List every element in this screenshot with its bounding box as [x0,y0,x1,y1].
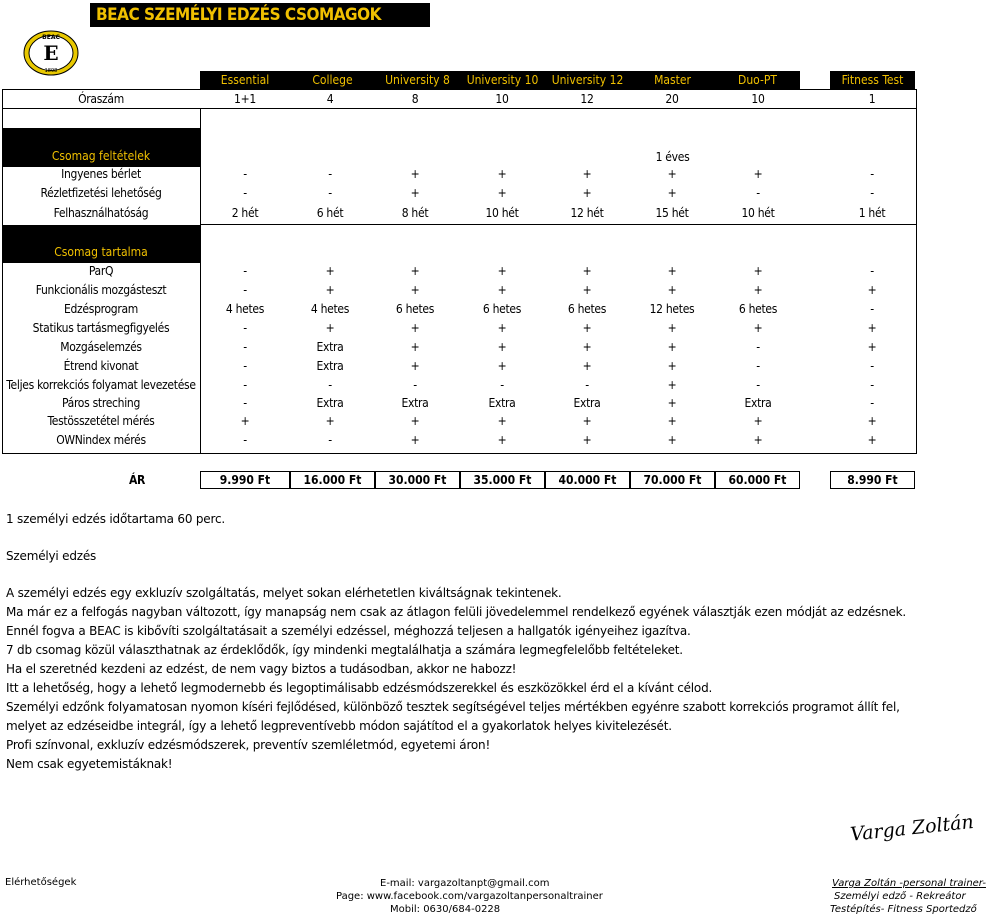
body-text: Profi színvonal, exkluzív edzésmódszerek, preventív szemléletmód, egyetemi áron! [6,738,491,752]
row-label: Páros streching [61,396,141,410]
section-feltetelek [2,128,200,167]
body-text: Nem csak egyetemistáknak! [6,757,173,771]
price-label: ÁR [128,473,146,487]
table-cell: - [870,302,874,316]
table-cell: - [328,433,332,447]
divider [2,108,917,109]
table-cell: - [756,378,760,392]
table-cell: Extra [488,396,516,410]
table-cell: 8 [411,92,419,106]
table-cell: 6 hetes [567,302,607,316]
table-cell: - [243,433,247,447]
table-cell: + [497,321,507,335]
table-cell: + [667,359,677,373]
table-cell: + [582,186,592,200]
row-label: Funkcionális mozgásteszt [35,283,167,297]
footer-role1: Személyi edző - Rekreátor [834,891,966,902]
table-cell: 6 hetes [395,302,435,316]
table-cell: + [410,283,420,297]
row-label: Edzésprogram [63,302,139,316]
table-cell: + [410,321,420,335]
table-cell: - [870,167,874,181]
table-cell: + [582,359,592,373]
table-cell: + [410,264,420,278]
price-cell: 35.000 Ft [460,471,545,489]
table-cell: + [867,433,877,447]
body-text: A személyi edzés egy exkluzív szolgáltatás, melyet sokan elérhetetlen kiváltságnak tekintenek. [6,586,562,600]
table-cell: 10 [751,92,765,106]
table-cell: Extra [316,359,344,373]
table-cell: 12 [580,92,594,106]
package-header: Fitness Test [830,71,915,89]
table-cell: + [497,186,507,200]
table-cell: - [243,283,247,297]
page-title: BEAC SZEMÉLYI EDZÉS CSOMAGOK [90,3,430,27]
table-cell: + [582,167,592,181]
footer-email[interactable]: E-mail: vargazoltanpt@gmail.com [380,878,550,889]
table-cell: - [756,186,760,200]
price-cell: 70.000 Ft [630,471,715,489]
table-cell: + [240,414,250,428]
table-cell: Extra [316,340,344,354]
table-cell: + [582,340,592,354]
table-cell: + [325,283,335,297]
row-label: Óraszám [78,92,124,106]
table-cell: + [667,378,677,392]
table-cell: - [243,359,247,373]
table-cell: - [870,186,874,200]
package-header: Essential [200,71,290,89]
table-cell: + [867,283,877,297]
table-cell: - [870,359,874,373]
table-cell: Extra [573,396,601,410]
table-cell: - [243,186,247,200]
row-label: ParQ [88,264,114,278]
table-cell: + [667,340,677,354]
row-label: Felhasználhatóság [53,206,149,220]
table-cell: + [667,167,677,181]
table-cell: + [497,359,507,373]
table-cell: + [753,167,763,181]
table-cell: - [870,378,874,392]
table-cell: + [867,414,877,428]
table-cell: 4 hetes [310,302,350,316]
price-cell: 30.000 Ft [375,471,460,489]
table-cell: + [582,433,592,447]
table-cell: + [410,340,420,354]
table-cell: + [582,414,592,428]
table-cell: 20 [665,92,679,106]
table-cell: + [667,414,677,428]
table-cell: + [410,433,420,447]
table-cell: + [667,186,677,200]
body-text: Ma már ez a felfogás nagyban változott, így manapság nem csak az átlagon felüli jövedelemmel rendelkező egyének választják ezen módját az edzésnek. [6,605,907,619]
divider [200,224,917,225]
table-cell: 10 hét [741,206,775,220]
package-header: University 10 [460,71,545,89]
row-label: Ingyenes bérlet [61,167,141,181]
table-cell: + [582,264,592,278]
table-cell: - [243,321,247,335]
table-cell: + [497,433,507,447]
table-cell: + [410,414,420,428]
table-cell: + [753,414,763,428]
table-cell: + [753,264,763,278]
table-cell: + [497,340,507,354]
table-cell: 10 hét [485,206,519,220]
table-cell: 6 hetes [482,302,522,316]
table-cell: 1 hét [858,206,886,220]
price-cell: 8.990 Ft [830,471,915,489]
row-label: Testösszetétel mérés [47,414,155,428]
package-header: Master [630,71,715,89]
table-cell: 6 hét [316,206,344,220]
table-cell: Extra [744,396,772,410]
table-cell: 6 hetes [738,302,778,316]
svg-text:1898: 1898 [44,68,58,74]
row-label: Teljes korrekciós folyamat levezetése [6,378,196,392]
table-cell: + [325,321,335,335]
package-header: University 12 [545,71,630,89]
signature-text: Varga Zoltán [849,810,975,846]
table-cell: - [328,186,332,200]
table-cell: + [667,433,677,447]
price-cell: 16.000 Ft [290,471,375,489]
table-cell: 4 [326,92,334,106]
table-cell: + [497,414,507,428]
package-header: University 8 [375,71,460,89]
row-label: OWNindex mérés [56,433,146,447]
table-cell: - [243,396,247,410]
table-cell: + [497,283,507,297]
table-cell: - [870,396,874,410]
table-cell: 15 hét [655,206,689,220]
table-cell: 4 hetes [225,302,265,316]
svg-text:E: E [43,41,59,65]
table-cell: Extra [316,396,344,410]
table-cell: Extra [401,396,429,410]
table-cell: + [753,321,763,335]
body-text: Ha el szeretnéd kezdeni az edzést, de nem vagy biztos a tudásodban, akkor ne habozz! [6,662,517,676]
table-cell: + [753,433,763,447]
table-cell: - [413,378,417,392]
table-cell: + [497,264,507,278]
table-cell: 1+1 [234,92,256,106]
price-cell: 9.990 Ft [200,471,290,489]
table-cell: - [243,340,247,354]
table-cell: 8 hét [401,206,429,220]
table-cell: 1 [868,92,876,106]
svg-text:BEAC: BEAC [42,34,60,41]
tartalom-heading: Csomag tartalma [54,245,148,259]
contract-note: 1 éves [655,150,690,164]
table-cell: + [497,167,507,181]
body-text: melyet az edzéseidbe integrál, így a lehető legpreventívebb módon sajátítod el a gyakorlatok helyes kivitelezését. [6,719,672,733]
footer-page[interactable]: Page: www.facebook.com/vargazoltanpersonaltrainer [336,891,603,902]
package-header: Duo-PT [715,71,800,89]
package-header: College [290,71,375,89]
body-text: Személyi edzőnk folyamatosan nyomon kíséri fejlődésed, különböző tesztek segítségével teljes mértékben egyénre szabott korrekciós programot állít fel, [6,700,900,714]
body-text: Ennél fogva a BEAC is kibővíti szolgáltatásait a személyi edzéssel, méghozzá teljesen a hallgatók igényeihez igazítva. [6,624,691,638]
table-cell: + [867,340,877,354]
table-cell: + [582,283,592,297]
section-heading: Személyi edzés [6,549,97,563]
table-cell: - [500,378,504,392]
table-cell: - [243,264,247,278]
table-cell: + [667,283,677,297]
table-cell: - [870,264,874,278]
table-cell: - [328,378,332,392]
table-cell: - [756,359,760,373]
table-cell: - [328,167,332,181]
row-label: Statikus tartásmegfigyelés [32,321,170,335]
row-label: Étrend kivonat [63,359,139,373]
price-cell: 40.000 Ft [545,471,630,489]
table-cell: 10 [495,92,509,106]
body-text: 7 db csomag közül választhatnak az érdeklődők, így mindenki megtalálhatja a számára legmegfelelőbb feltételeket. [6,643,683,657]
beac-logo [23,30,79,76]
table-cell: + [410,167,420,181]
table-cell: - [585,378,589,392]
table-cell: - [243,378,247,392]
duration-note: 1 személyi edzés időtartama 60 perc. [6,512,225,526]
row-label: Rézletfizetési lehetőség [40,186,162,200]
feltetelek-heading: Csomag feltételek [51,149,151,163]
section-tartalom [2,225,200,263]
table-cell: + [667,396,677,410]
contact-label: Elérhetőségek [5,877,77,888]
footer-mobile: Mobil: 0630/684-0228 [390,904,501,915]
row-label: Mozgáselemzés [60,340,142,354]
table-cell: 12 hét [570,206,604,220]
price-cell: 60.000 Ft [715,471,800,489]
table-cell: + [325,264,335,278]
table-cell: 2 hét [231,206,259,220]
table-cell: - [756,340,760,354]
table-cell: + [410,186,420,200]
table-cell: + [867,321,877,335]
table-cell: + [325,414,335,428]
signature [846,808,975,850]
table-cell: + [667,321,677,335]
table-cell: 12 hetes [649,302,695,316]
body-text: Itt a lehetőség, hogy a lehető legmodernebb és legoptimálisabb edzésmódszerekkel és eszközökkel érd el a kívánt célod. [6,681,713,695]
table-cell: + [753,283,763,297]
table-cell: + [667,264,677,278]
footer-role2: Testépítés- Fitness Sportedző [830,904,977,915]
table-cell: - [243,167,247,181]
footer-name: Varga Zoltán -personal trainer- [832,878,986,889]
table-cell: + [410,359,420,373]
table-cell: + [582,321,592,335]
